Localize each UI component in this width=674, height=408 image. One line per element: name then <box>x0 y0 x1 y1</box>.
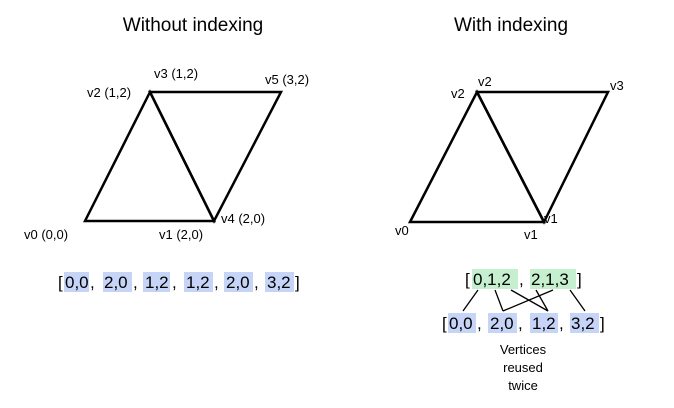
index-connectors <box>463 290 585 311</box>
right-vertex-1: 2,0 <box>490 314 514 333</box>
left-label-v0: v0 (0,0) <box>24 227 69 242</box>
left-vertex-0: 0,0 <box>65 273 89 292</box>
left-vertex-array <box>58 272 300 292</box>
right-vertex-array <box>442 313 605 333</box>
left-title: Without indexing <box>122 15 264 36</box>
right-vertex-open: [ <box>442 314 447 333</box>
connector-line <box>495 290 503 311</box>
left-label-v4: v4 (2,0) <box>221 211 266 226</box>
left-vertex-3: 1,2 <box>186 273 210 292</box>
right-label-v3: v3 <box>610 78 624 93</box>
right-separator: , <box>518 314 523 333</box>
right-label-v2-secondary: v2 <box>478 74 492 89</box>
right-index-open: [ <box>465 270 470 289</box>
right-vertex-2: 1,2 <box>532 314 556 333</box>
connector-line <box>570 290 585 311</box>
left-triangle-1 <box>85 92 214 221</box>
left-separator: , <box>133 273 138 292</box>
right-index-array <box>465 269 582 289</box>
left-vertex-1: 2,0 <box>104 273 128 292</box>
left-label-v1: v1 (2,0) <box>159 227 204 242</box>
right-separator: , <box>519 270 524 289</box>
note-line: twice <box>508 378 538 393</box>
right-vertex-0: 0,0 <box>449 314 473 333</box>
right-title: With indexing <box>453 15 569 36</box>
left-triangles <box>85 92 281 221</box>
right-index-triangle-1: 2,1,3 <box>531 270 569 289</box>
connector-line <box>463 290 478 311</box>
right-separator: , <box>559 314 564 333</box>
left-label-v2: v2 (1,2) <box>87 85 132 100</box>
right-label-v2: v2 <box>451 86 465 101</box>
left-array-open: [ <box>58 273 63 292</box>
right-triangles <box>410 92 608 222</box>
left-label-v3: v3 (1,2) <box>154 66 199 81</box>
left-separator: , <box>254 273 259 292</box>
left-separator: , <box>172 273 177 292</box>
right-label-v1-secondary: v1 <box>544 211 558 226</box>
right-separator: , <box>477 314 482 333</box>
left-triangle-2 <box>150 92 281 221</box>
left-separator: , <box>90 273 95 292</box>
note-line: Vertices <box>499 342 547 357</box>
left-vertex-2: 1,2 <box>145 273 169 292</box>
reuse-note <box>500 342 547 393</box>
right-vertex-3: 3,2 <box>571 314 595 333</box>
right-index-close: ] <box>577 270 582 289</box>
note-line: reused <box>503 360 543 375</box>
left-label-v5: v5 (3,2) <box>265 72 310 87</box>
right-label-v1: v1 <box>524 227 538 242</box>
left-vertex-5: 3,2 <box>267 273 291 292</box>
right-index-triangle-0: 0,1,2 <box>473 270 511 289</box>
right-triangle-2 <box>477 92 608 222</box>
left-vertex-4: 2,0 <box>226 273 250 292</box>
left-separator: , <box>214 273 219 292</box>
right-triangle-1 <box>410 92 544 222</box>
right-vertex-close: ] <box>600 314 605 333</box>
right-label-v0: v0 <box>395 223 409 238</box>
left-array-close: ] <box>295 273 300 292</box>
